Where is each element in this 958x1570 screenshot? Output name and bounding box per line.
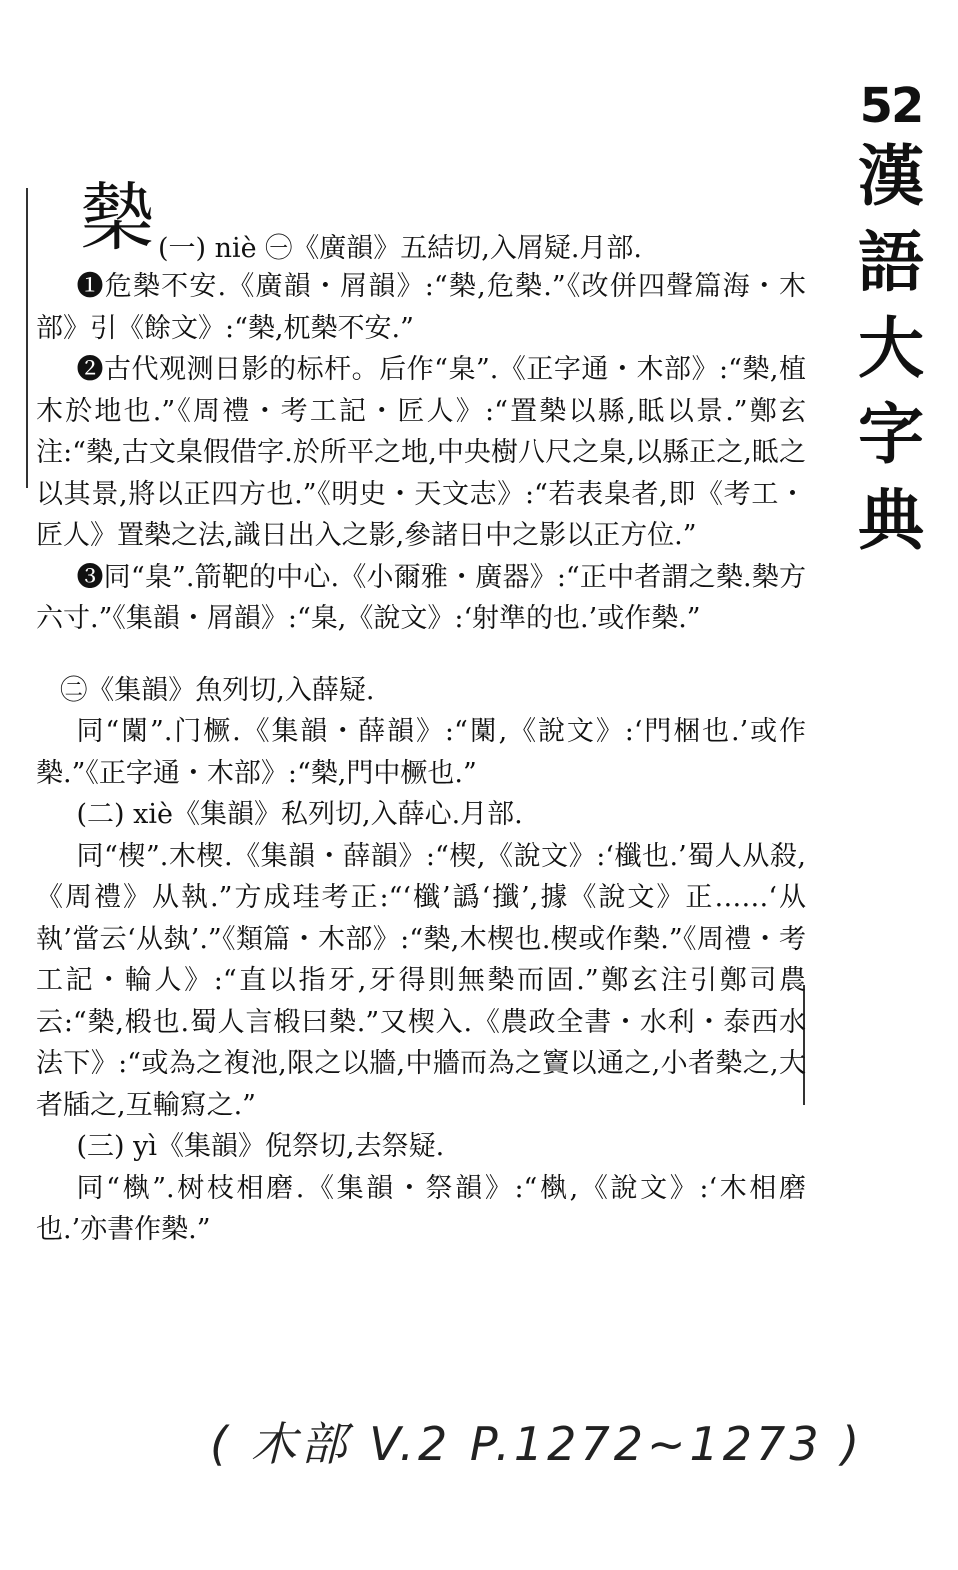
definition-2: ❷古代观测日影的标杆。后作“臬”.《正字通・木部》:“槷,植木於地也.”《周禮・考工記・匠人》:“置槷以縣,眡以景.”鄭玄注:“槷,古文臬假借字.於所平之地,中央樹八尺之臬,以縣正之,眡之以其景,將以正四方也.”《明史・天文志》:“若表臬者,即《考工・匠人》置槷之法,識日出入之影,參諸日中之影以正方位.”: [36, 354, 806, 551]
section-2-heading: ㊁《集韻》魚列切,入薛疑.: [60, 674, 375, 706]
headword: 槷: [80, 175, 154, 261]
title-char-2: 語: [858, 224, 924, 301]
definition-3: ❸同“臬”.箭靶的中心.《小爾雅・廣器》:“正中者謂之槷.槷方六寸.”《集韻・屑韻》:“臬,《說文》:‘射準的也.’或作槷.”: [36, 561, 806, 634]
entry-head: [36, 175, 806, 266]
handwritten-note: ( 木部 V.2 P.1272~1273 ): [210, 1417, 864, 1471]
margin-line-left: [26, 188, 28, 488]
title-char-1: 漢: [858, 138, 924, 215]
entry-reading-1: (一) niè ㊀《廣韻》五結切,入屑疑.月部.: [158, 233, 642, 264]
reading-2-heading: (二) xiè《集韻》私列切,入薛心.月部.: [76, 799, 523, 830]
dictionary-sidebar: [846, 78, 936, 564]
title-char-5: 典: [858, 482, 924, 559]
page-number: 52: [859, 78, 923, 134]
dictionary-entry: [36, 175, 806, 1251]
reading-2-definition: 同“楔”.木楔.《集韻・薛韻》:“楔,《說文》:‘櫼也.’蜀人从殺,《周禮》从執.”方成珪考正:“‘櫼’譌‘攕’,據《說文》正……‘从執’當云‘从埶’.”《類篇・木部》:“槷,木楔也.楔或作槷.”《周禮・考工記・輪人》:“直以指牙,牙得則無槷而固.”鄭玄注引鄭司農云:“槷,椴也.蜀人言椴曰槷.”又楔入.《農政全書・水利・泰西水法下》:“或為之複池,限之以牆,中牆而為之竇以通之,小者槷之,大者牐之,互輸寫之.”: [36, 840, 806, 1121]
definition-1: ❶危槷不安.《廣韻・屑韻》:“槷,危槷.”《改併四聲篇海・木部》引《餘文》:“槷,杌槷不安.”: [36, 271, 806, 344]
spacer: [36, 640, 806, 670]
reading-3-definition: 同“槸”.树枝相磨.《集韻・祭韻》:“槸,《說文》:‘木相磨也.’亦書作槷.”: [36, 1172, 806, 1245]
reading-3-heading: (三) yì《集韻》倪祭切,去祭疑.: [76, 1131, 445, 1162]
title-char-3: 大: [858, 310, 924, 387]
title-char-4: 字: [858, 396, 924, 473]
section-2-definition: 同“闑”.门橛.《集韻・薛韻》:“闑,《說文》:‘門梱也.’或作槷.”《正字通・木部》:“槷,門中橛也.”: [36, 716, 806, 789]
